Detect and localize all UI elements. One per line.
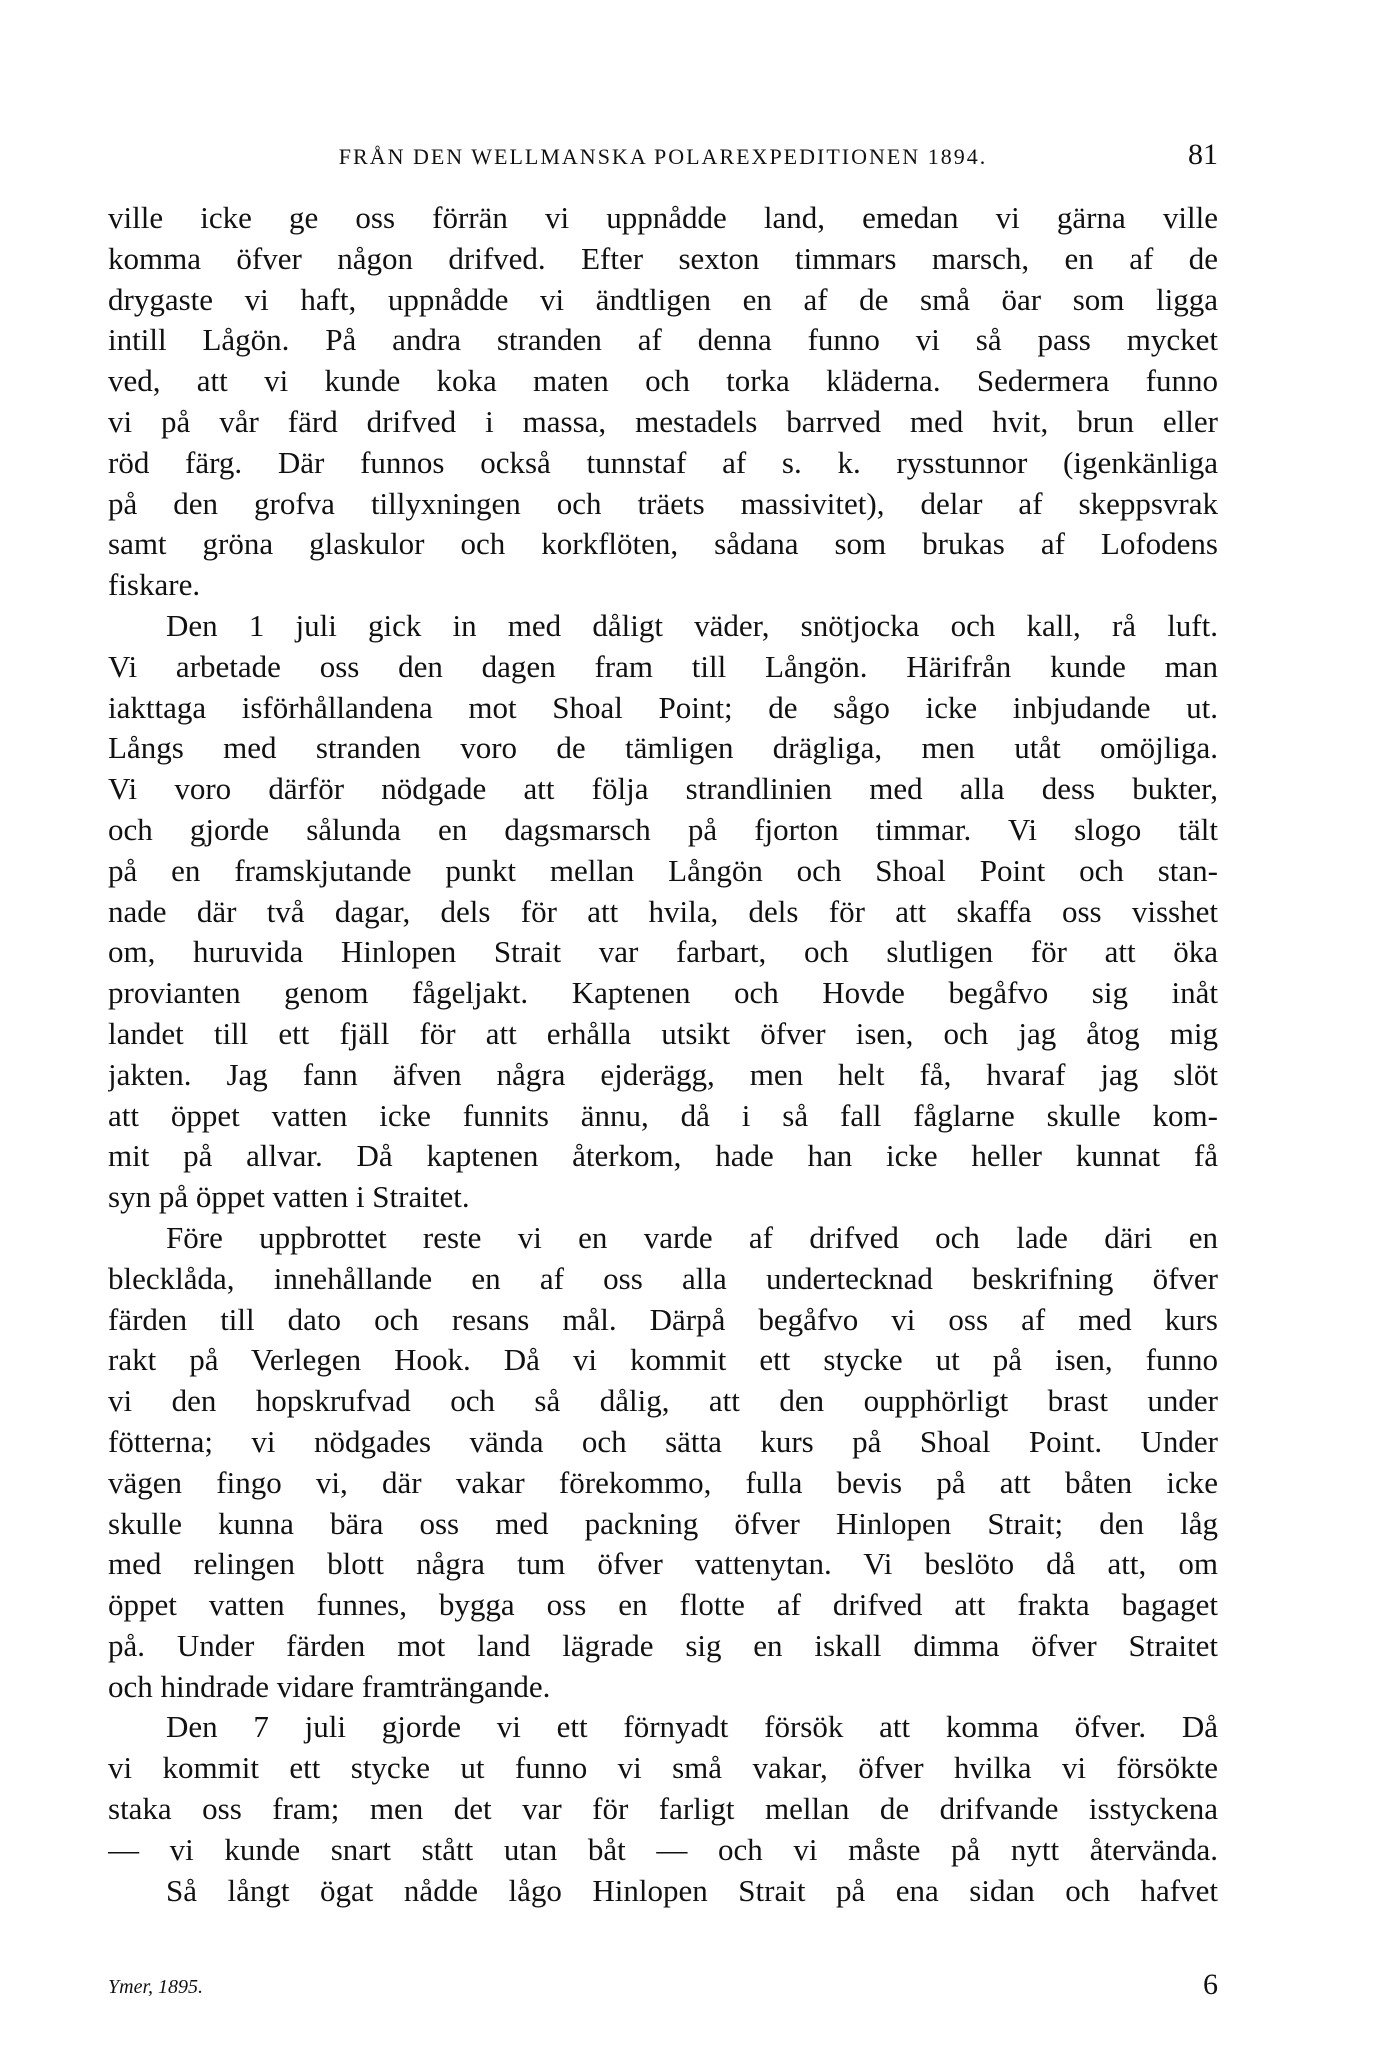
text-line: röd färg. Där funnos också tunnstaf af s. k. rysstunnor (igenkänliga [108,444,1218,480]
text-line: på. Under färden mot land lägrade sig en iskall dimma öfver Straitet [108,1627,1218,1663]
text-line: syn på öppet vatten i Straitet. [108,1179,470,1215]
footer-source: Ymer, 1895. [108,1976,204,1998]
text-line: öppet vatten funnes, bygga oss en flotte af drifved att frakta bagaget [108,1587,1218,1623]
text-line: Vi arbetade oss den dagen fram till Långön. Härifrån kunde man [108,648,1218,684]
text-line: att öppet vatten icke funnits ännu, då i så fall fåglarne skulle kom- [108,1097,1218,1133]
text-line: iakttaga isförhållandena mot Shoal Point; de sågo icke inbjudande ut. [108,689,1218,725]
text-line: — vi kunde snart stått utan båt — och vi måste på nytt återvända. [108,1831,1218,1867]
text-line: färden till dato och resans mål. Därpå begåfvo vi oss af med kurs [108,1301,1218,1337]
text-line: med relingen blott några tum öfver vattenytan. Vi beslöto då att, om [108,1546,1218,1582]
text-line: landet till ett fjäll för att erhålla utsikt öfver isen, och jag åtog mig [108,1015,1218,1051]
paragraph-start-line: Så långt ögat nådde lågo Hinlopen Strait på ena sidan och hafvet [166,1872,1218,1908]
text-line: rakt på Verlegen Hook. Då vi kommit ett stycke ut på isen, funno [108,1342,1218,1378]
signature-mark: 6 [1203,1968,1218,2001]
text-line: skulle kunna bära oss med packning öfver Hinlopen Strait; den låg [108,1505,1218,1541]
page-number: 81 [1188,138,1218,171]
running-head [108,138,1218,178]
text-line: jakten. Jag fann äfven några ejderägg, men helt få, hvaraf jag slöt [108,1056,1218,1092]
text-line: Vi voro därför nödgade att följa strandlinien med alla dess bukter, [108,771,1218,807]
text-line: blecklåda, innehållande en af oss alla undertecknad beskrifning öfver [108,1260,1218,1296]
text-line: intill Lågön. På andra stranden af denna funno vi så pass mycket [108,322,1218,358]
text-line: vägen fingo vi, där vakar förekommo, fulla bevis på att båten icke [108,1464,1218,1500]
text-line: vi den hopskrufvad och så dålig, att den oupphörligt brast under [108,1383,1218,1419]
body-text [108,198,1218,1911]
text-line: staka oss fram; men det var för farligt mellan de drifvande isstyckena [108,1791,1218,1827]
paragraph-start-line: Den 1 juli gick in med dåligt väder, snötjocka och kall, rå luft. [166,607,1218,643]
text-line: komma öfver någon drifved. Efter sexton timmars marsch, en af de [108,240,1218,276]
text-line: på en framskjutande punkt mellan Långön och Shoal Point och stan- [108,852,1218,888]
paragraph-start-line: Den 7 juli gjorde vi ett förnyadt försök att komma öfver. Då [166,1709,1218,1745]
text-line: och hindrade vidare framträngande. [108,1668,551,1704]
text-line: samt gröna glaskulor och korkflöten, sådana som brukas af Lofodens [108,526,1218,562]
page-footer [108,1968,1218,2008]
text-line: nade där två dagar, dels för att hvila, dels för att skaffa oss visshet [108,893,1218,929]
text-line: ville icke ge oss förrän vi uppnådde land, emedan vi gärna ville [108,200,1218,235]
text-line: fötterna; vi nödgades vända och sätta kurs på Shoal Point. Under [108,1423,1218,1459]
text-line: fiskare. [108,567,201,603]
text-line: provianten genom fågeljakt. Kaptenen och Hovde begåfvo sig inåt [108,975,1218,1011]
text-line: vi på vår färd drifved i massa, mestadels barrved med hvit, brun eller [108,403,1218,439]
text-line: vi kommit ett stycke ut funno vi små vakar, öfver hvilka vi försökte [108,1750,1218,1786]
text-line: på den grofva tillyxningen och träets massivitet), delar af skeppsvrak [108,485,1218,521]
running-title: FRÅN DEN WELLMANSKA POLAREXPEDITIONEN 1894. [338,144,988,169]
text-line: om, huruvida Hinlopen Strait var farbart, och slutligen för att öka [108,934,1218,970]
text-line: Långs med stranden voro de tämligen drägliga, men utåt omöjliga. [108,730,1218,766]
paragraph-start-line: Före uppbrottet reste vi en varde af drifved och lade däri en [166,1219,1218,1255]
text-line: drygaste vi haft, uppnådde vi ändtligen en af de små öar som ligga [108,281,1218,317]
text-line: ved, att vi kunde koka maten och torka kläderna. Sedermera funno [108,363,1218,399]
text-line: och gjorde sålunda en dagsmarsch på fjorton timmar. Vi slogo tält [108,811,1218,847]
text-line: mit på allvar. Då kaptenen återkom, hade han icke heller kunnat få [108,1138,1218,1174]
